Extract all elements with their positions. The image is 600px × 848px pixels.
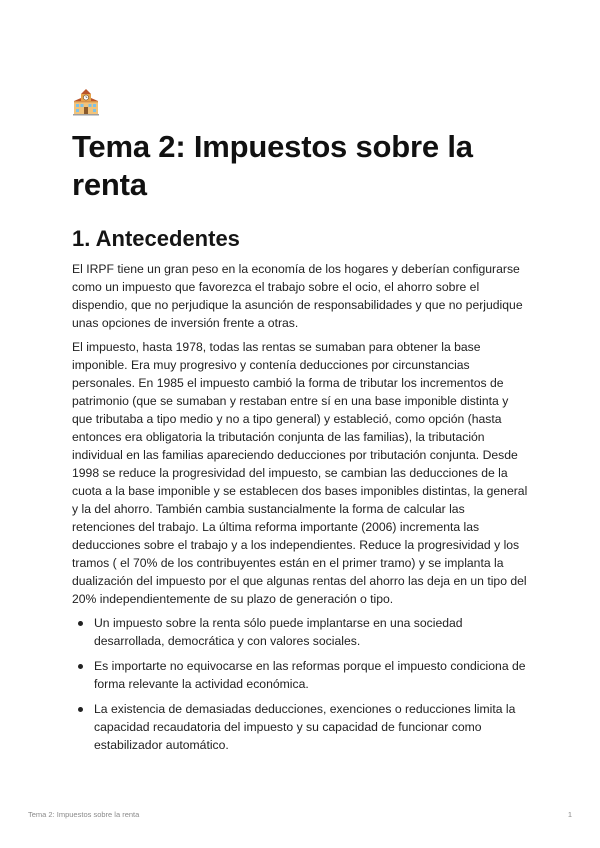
bullet-dot-icon [78,707,83,712]
bullet-text: Es importarte no equivocarse en las reformas porque el impuesto condiciona de forma relevante la actividad económica. [94,659,526,691]
school-building-icon [72,88,100,116]
document-body [72,224,530,761]
bullet-dot-icon [78,621,83,626]
bullet-list [72,614,530,754]
paragraph: El IRPF tiene un gran peso en la economía de los hogares y deberían configurarse como un impuesto que favorezca el trabajo sobre el ocio, el ahorro sobre el dispendio, que no perjudique la asunción de responsabilidades y que no perjudique unas opciones de inversión frente a otras. [72,262,523,330]
footer-document-title: Tema 2: Impuestos sobre la renta [28,810,140,819]
bullet-dot-icon [78,664,83,669]
page-title: Tema 2: Impuestos sobre la renta [72,129,473,202]
bullet-item [72,657,530,693]
footer-page-number: 1 [567,810,572,819]
paragraph: El impuesto, hasta 1978, todas las rentas se sumaban para obtener la base imponible. Era muy progresivo y contenía deducciones por circunstancias personales. En 1985 el impuesto cambió la forma de tributar los incrementos de patrimonio (que se sumaban y restaban entre sí en una base imponible distinta y que tributaba a tipo medio y no a tipo general) y estableció, como opción (hasta entonces era obligatoria la tributación conjunta de las familias), la tributación individual en las familias apareciendo deducciones por tributación conjunta. Desde 1998 se reduce la progresividad del impuesto, se cambian las deducciones de la cuota a la base imponible y se establecen dos bases imponibles distintas, la general y la del ahorro. También cambia sustancialmente la forma de calcular las retenciones del trabajo. La última reforma importante (2006) incrementa las deducciones sobre el trabajo y a los independientes. Reduce la progresividad y los tramos ( el 70% de los contribuyentes están en el primer tramo) y se implanta la dualización del impuesto por el que algunas rentas del ahorro las deja en un tipo del 20% independientemente de su plazo de generación o tipo. [72,340,528,606]
section-heading: 1. Antecedentes [72,226,240,251]
bullet-item [72,700,530,754]
bullet-text: Un impuesto sobre la renta sólo puede implantarse en una sociedad desarrollada, democrática y con valores sociales. [94,616,463,648]
bullet-item [72,614,530,650]
bullet-text: La existencia de demasiadas deducciones, exenciones o reducciones limita la capacidad recaudatoria del impuesto y su capacidad de funcionar como estabilizador automático. [94,702,516,752]
